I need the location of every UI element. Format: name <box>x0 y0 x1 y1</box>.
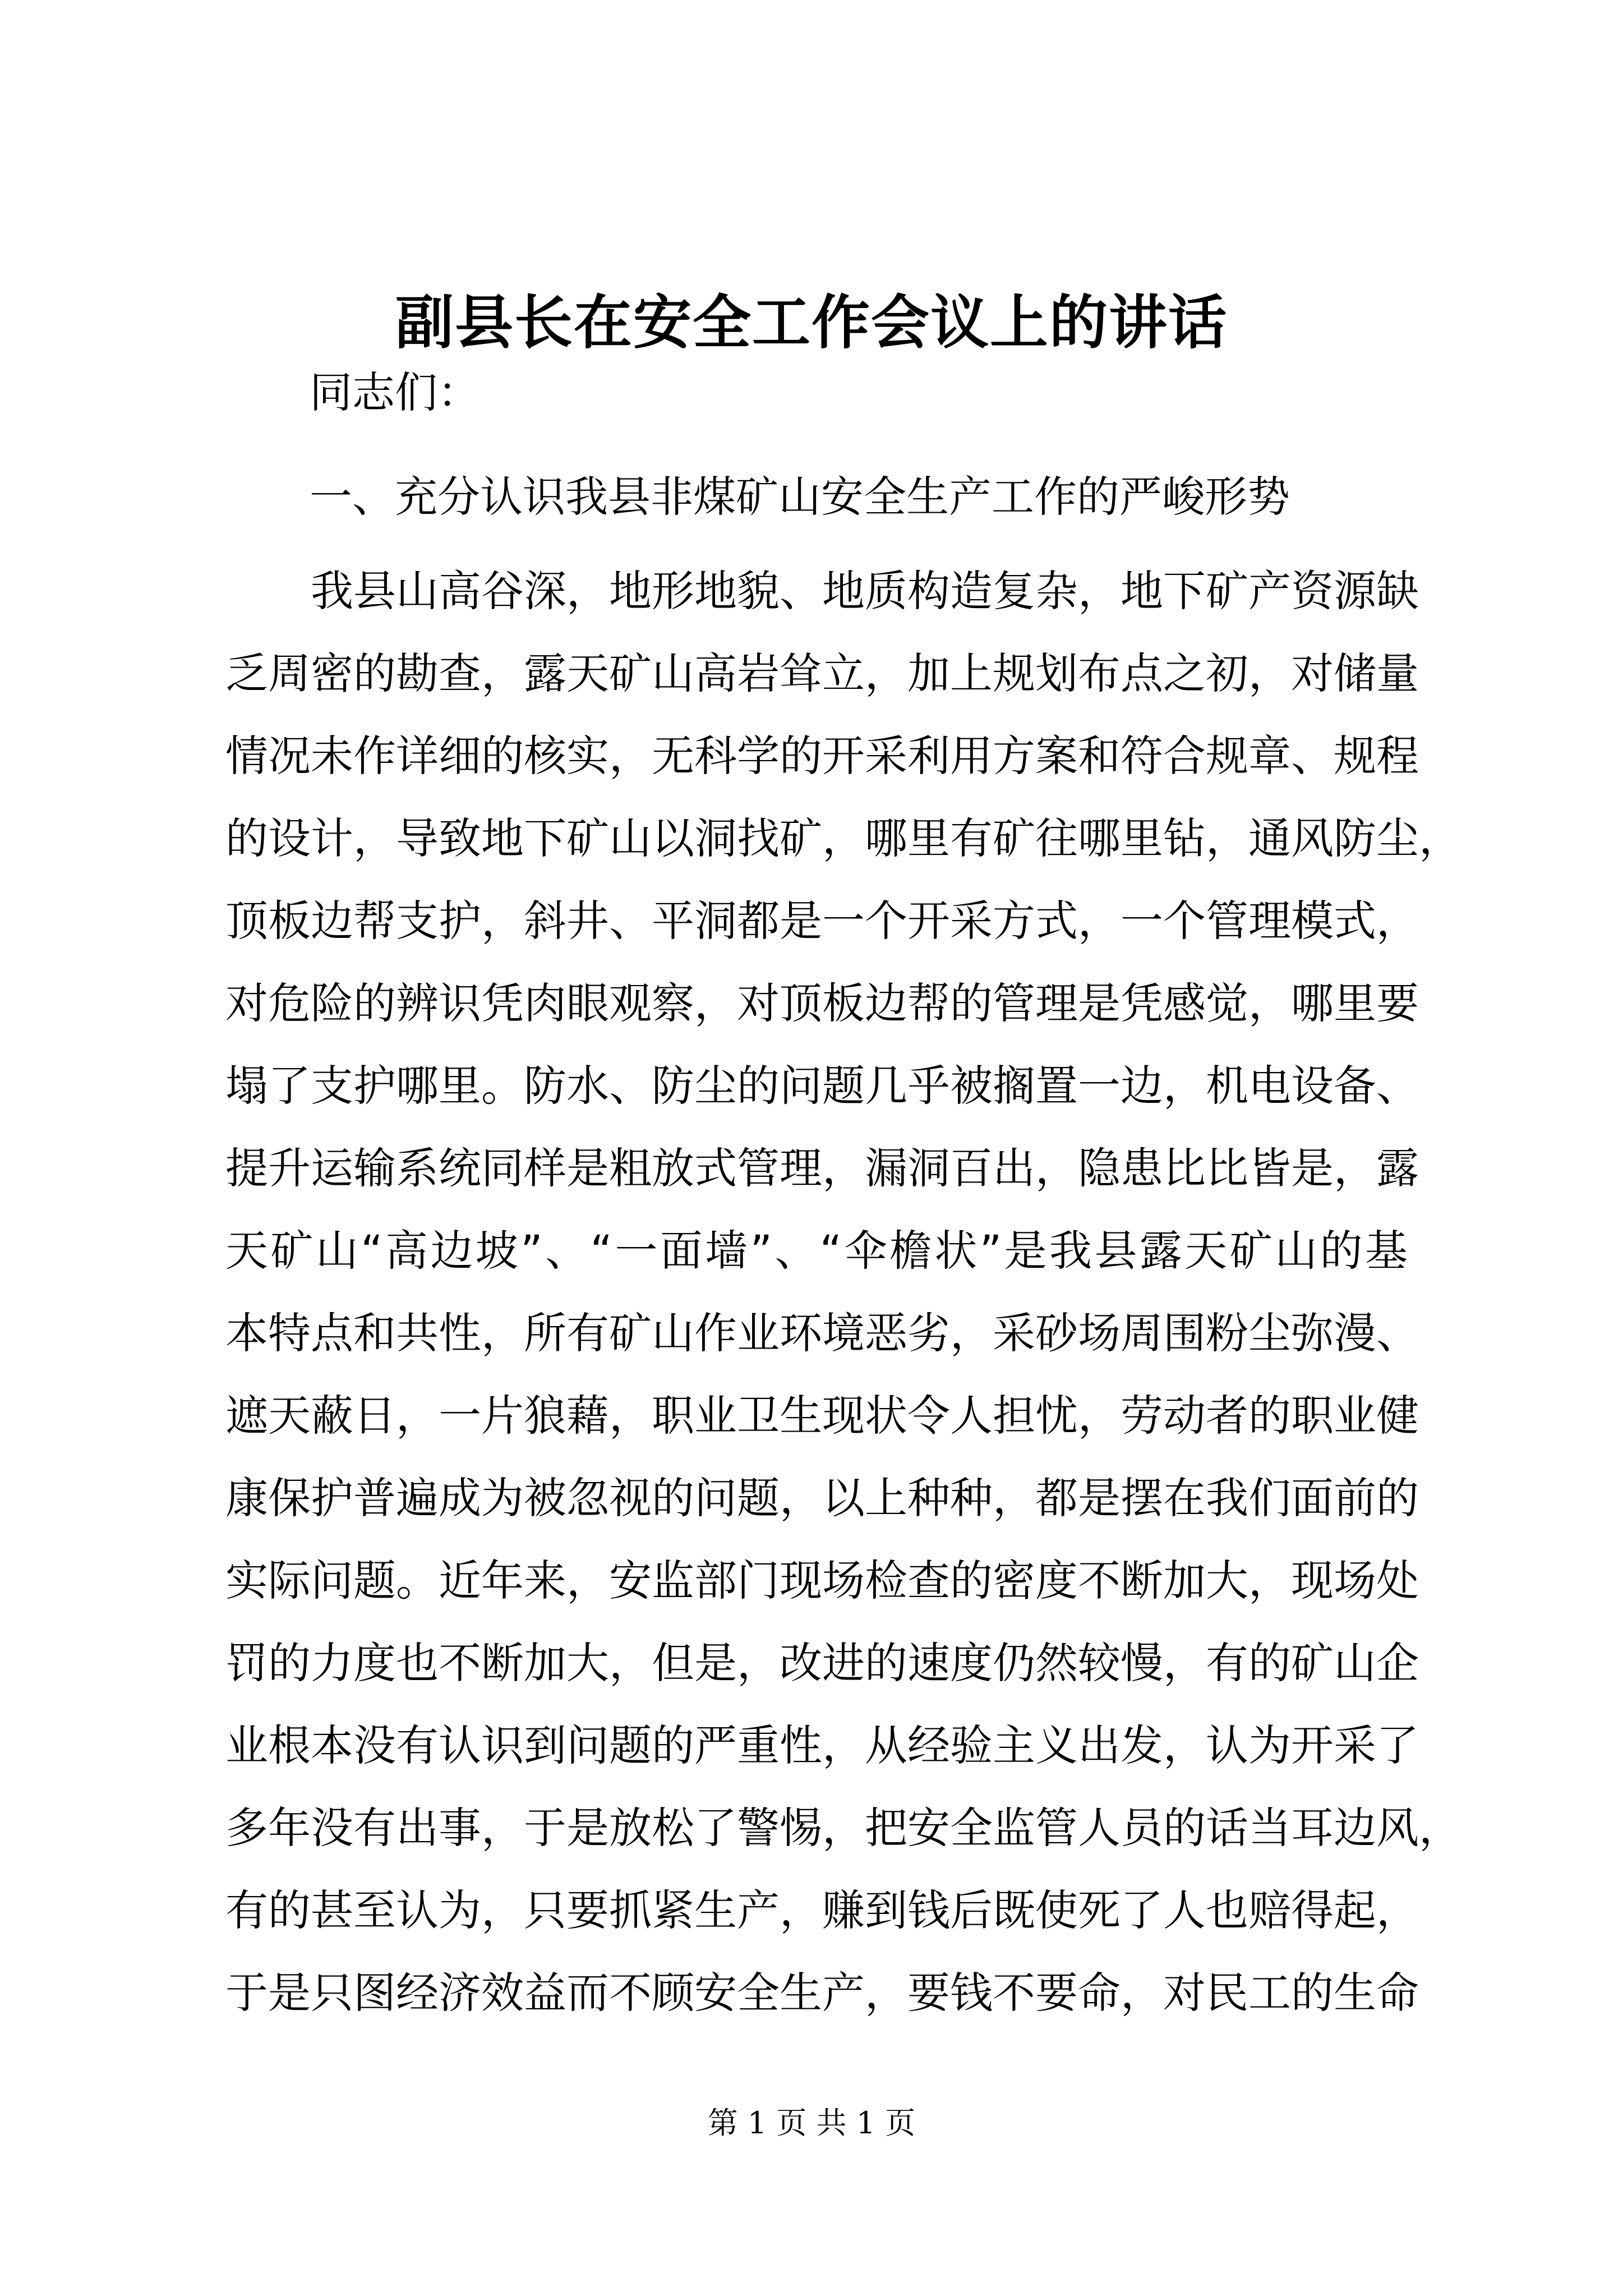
paragraph-line: 康保护普遍成为被忽视的问题，以上种种，都是摆在我们面前的 <box>225 1473 1419 1523</box>
paragraph-line: 遮天蔽日，一片狼藉，职业卫生现状令人担忧，劳动者的职业健 <box>225 1391 1419 1441</box>
paragraph-line: 于是只图经济效益而不顾安全生产，要钱不要命，对民工的生命 <box>225 1968 1419 2018</box>
document-title: 副县长在安全工作会议上的讲话 <box>395 288 1228 357</box>
paragraph-line: 我县山高谷深，地形地貌、地质构造复杂，地下矿产资源缺 <box>311 566 1419 616</box>
paragraph-line: 塌了支护哪里。防水、防尘的问题几乎被搁置一边，机电设备、 <box>225 1061 1419 1111</box>
paragraph-line: 提升运输系统同样是粗放式管理，漏洞百出，隐患比比皆是，露 <box>225 1143 1419 1193</box>
paragraph-line: 本特点和共性，所有矿山作业环境恶劣，采砂场周围粉尘弥漫、 <box>225 1308 1419 1358</box>
paragraph-line: 罚的力度也不断加大，但是，改进的速度仍然较慢，有的矿山企 <box>225 1638 1419 1688</box>
salutation: 同志们： <box>310 367 480 417</box>
paragraph-line: 的设计，导致地下矿山以洞找矿，哪里有矿往哪里钻，通风防尘， <box>225 813 1461 863</box>
paragraph-line: 顶板边帮支护，斜井、平洞都是一个开采方式，一个管理模式， <box>225 896 1419 946</box>
paragraph-line: 情况未作详细的核实，无科学的开采利用方案和符合规章、规程 <box>225 731 1419 781</box>
paragraph-line: 实际问题。近年来，安监部门现场检查的密度不断加大，现场处 <box>225 1556 1419 1605</box>
page-number-footer: 第 1 页 共 1 页 <box>707 2105 916 2141</box>
paragraph-line: 天矿山“高边坡”、“一面墙”、“伞檐状”是我县露天矿山的基 <box>225 1226 1408 1276</box>
paragraph-line: 乏周密的勘查，露天矿山高岩耸立，加上规划布点之初，对储量 <box>225 648 1419 698</box>
paragraph-line: 对危险的辨识凭肉眼观察，对顶板边帮的管理是凭感觉，哪里要 <box>225 978 1419 1028</box>
body-paragraph <box>225 550 1461 2034</box>
section-heading: 一、充分认识我县非煤矿山安全生产工作的严峻形势 <box>310 472 1290 522</box>
paragraph-line: 多年没有出事，于是放松了警惕，把安全监管人员的话当耳边风， <box>225 1803 1461 1853</box>
paragraph-line: 业根本没有认识到问题的严重性，从经验主义出发，认为开采了 <box>225 1720 1419 1770</box>
paragraph-line: 有的甚至认为，只要抓紧生产，赚到钱后既使死了人也赔得起， <box>225 1885 1419 1935</box>
